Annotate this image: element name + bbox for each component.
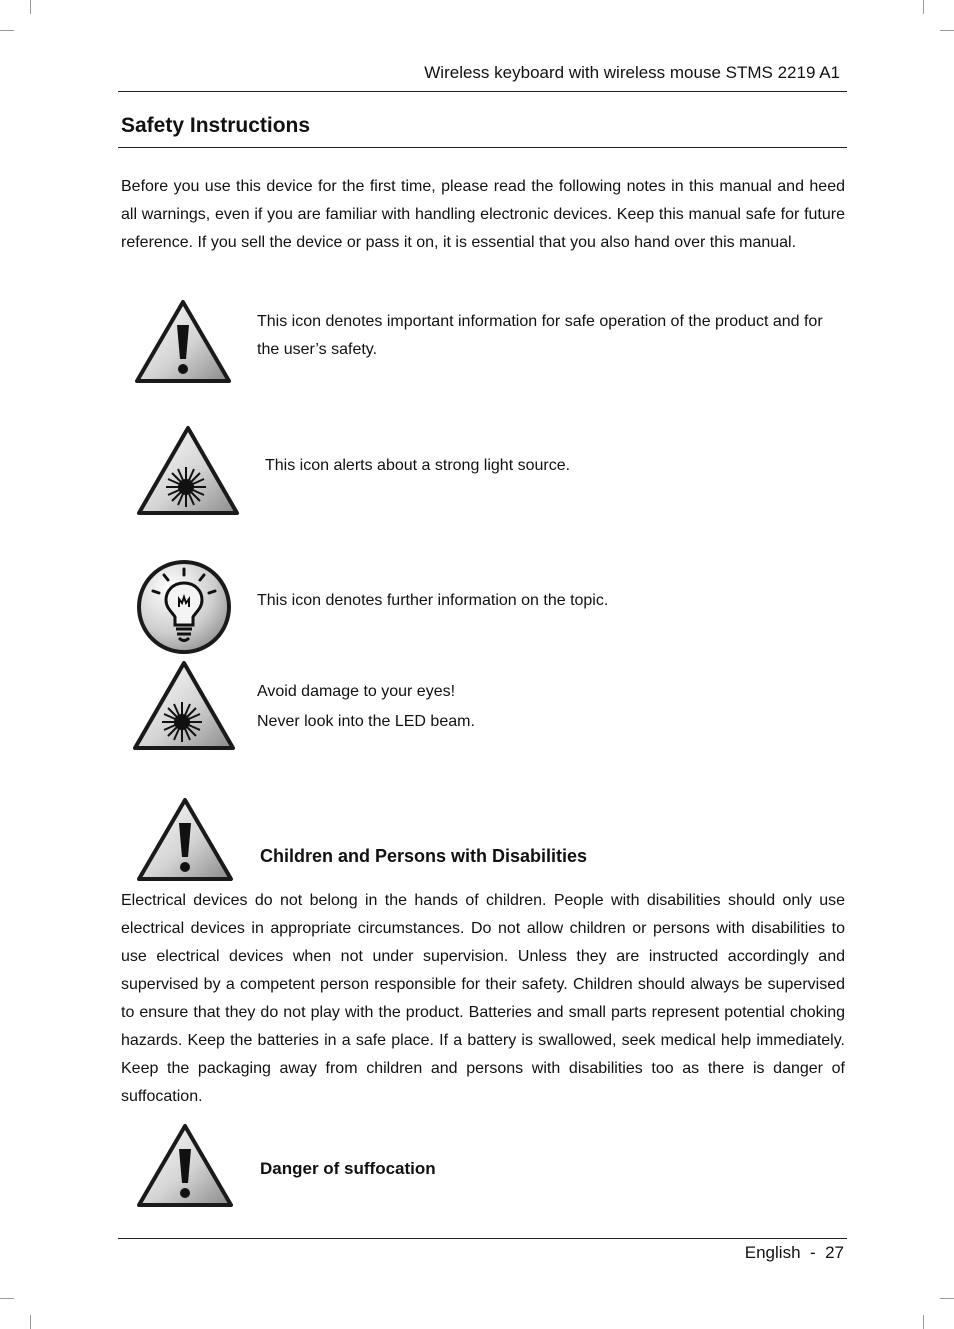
crop-mark [923, 1315, 924, 1329]
title-rule [118, 147, 847, 148]
crop-mark [30, 1315, 31, 1329]
crop-mark [940, 30, 954, 31]
section-title: Safety Instructions [121, 114, 311, 137]
running-header: Wireless keyboard with wireless mouse STMS 2219 A1 [424, 63, 840, 82]
light-source-icon [136, 425, 240, 517]
crop-mark [0, 1298, 14, 1299]
info-icon-text: This icon denotes further information on the topic. [257, 592, 609, 609]
header-rule [118, 91, 847, 92]
eyes-warning-line1: Avoid damage to your eyes! [257, 683, 456, 700]
intro-paragraph: Before you use this device for the first time, please read the following notes in this manual and heed all warnings, even if you are familiar with handling electronic devices. Keep this manual safe for future reference. If you sell the device or pass it on, it is essential that you also hand over this manual. [121, 178, 845, 251]
light-icon-text: This icon alerts about a strong light source. [265, 457, 571, 474]
crop-mark [923, 0, 924, 14]
lightbulb-icon [136, 559, 232, 655]
warning-icon-text: This icon denotes important information for safe operation of the product and for the user’s safety. [257, 313, 823, 358]
warning-icon [134, 299, 232, 385]
crop-mark [940, 1298, 954, 1299]
eyes-warning-line2: Never look into the LED beam. [257, 713, 475, 730]
children-heading: Children and Persons with Disabilities [260, 846, 588, 866]
page-number: English - 27 [744, 1243, 844, 1262]
suffocation-heading: Danger of suffocation [260, 1159, 436, 1178]
warning-icon [136, 797, 234, 883]
crop-mark [0, 30, 14, 31]
footer-rule [118, 1238, 847, 1239]
children-paragraph: Electrical devices do not belong in the hands of children. People with disabilities should only use electrical devices in appropriate circumstances. Do not allow children or persons with disabilities to use electrical devices when not under supervision. Unless they are instructed accordingly and supervised by a competent person responsible for their safety. Children should always be supervised to ensure that they do not play with the product. Batteries and small parts represent potential choking hazards. Keep the batteries in a safe place. If a battery is swallowed, seek medical help immediately. Keep the packaging away from children and persons with disabilities too as there is danger of suffocation. [121, 892, 845, 1105]
light-source-icon [132, 660, 236, 752]
crop-mark [30, 0, 31, 14]
warning-icon [136, 1123, 234, 1209]
